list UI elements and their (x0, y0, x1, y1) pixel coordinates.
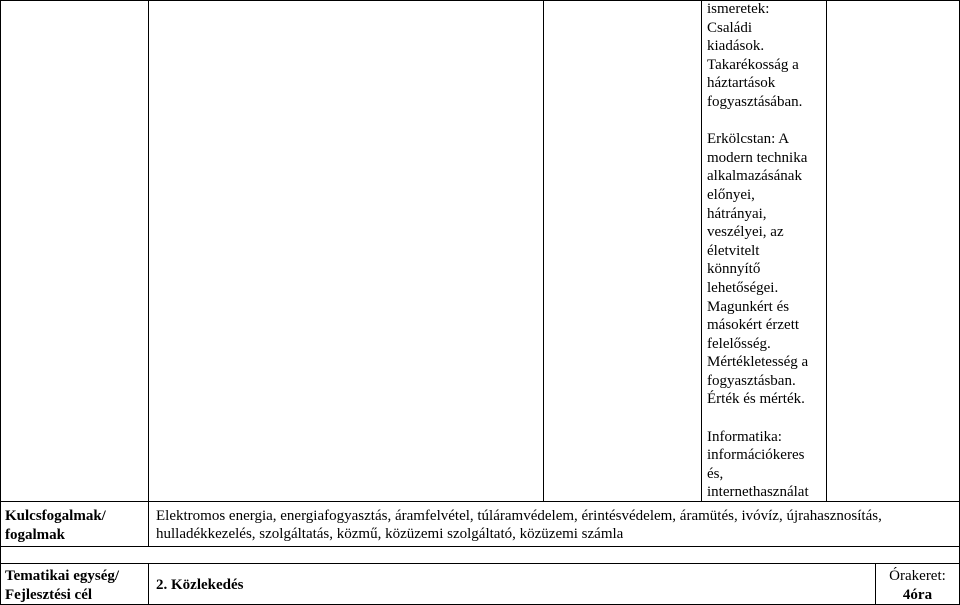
connection-line: Takarékosság a (707, 56, 799, 73)
connection-line: fogyasztásában. (707, 93, 803, 110)
row-divider-2 (0, 546, 960, 547)
hours-cell (876, 567, 959, 605)
ethics-line: másokért érzett (707, 317, 800, 334)
col-divider-3 (701, 0, 702, 501)
connection-line: Családi (707, 19, 752, 36)
key-concepts-divider (148, 501, 149, 546)
ethics-line: lehetőségei. (707, 279, 779, 296)
col-divider-4 (826, 0, 827, 501)
connection-line: kiadások. (707, 38, 765, 55)
it-line: internethasználat (707, 484, 809, 501)
connection-line: háztartások (707, 75, 776, 92)
left-border (0, 0, 1, 605)
ethics-line: veszélyei, az (707, 224, 784, 241)
ethics-line: modern technika (707, 149, 808, 166)
ethics-line: felelősség. (707, 335, 771, 352)
key-concepts-label: Kulcsfogalmak/ fogalmak (5, 508, 106, 543)
ethics-line: Mértékletesség a (707, 354, 809, 371)
thematic-unit-label: Tematikai egység/ Fejlesztési cél (5, 568, 120, 603)
ethics-line: könnyítő (707, 261, 761, 278)
row-divider-1 (0, 501, 960, 502)
it-line: és, (707, 465, 724, 482)
it-line: információkeres (707, 447, 805, 464)
ethics-line: Magunkért és (707, 298, 790, 315)
ethics-first-rest: A (775, 131, 790, 148)
ethics-line: hátrányai, (707, 205, 767, 222)
hours-value: 4óra (902, 587, 933, 603)
col-divider-1 (148, 0, 149, 501)
col-divider-2 (543, 0, 544, 501)
it-line: Informatika: (707, 428, 782, 445)
ethics-label: Erkölcstan: (707, 131, 776, 148)
ethics-line: előnyei, (707, 186, 755, 203)
thematic-divider-1 (148, 563, 149, 605)
ethics-line: Érték és mérték. (707, 391, 805, 408)
ethics-line: életvitelt (707, 242, 760, 259)
ethics-first-line (707, 130, 809, 149)
thematic-unit-title: 2. Közlekedés (156, 577, 244, 593)
ethics-line: alkalmazásának (707, 168, 802, 185)
key-concepts-text: Elektromos energia, energiafogyasztás, áramfelvétel, túláramvédelem, érintésvédelem, áramütés, ivóvíz, újrahasznosítás, hulladékkezelés, szolgáltatás, közmű, közüzemi szolgáltató, közüzemi számla (156, 508, 882, 542)
top-border (0, 0, 960, 1)
connections-cell (707, 0, 809, 502)
hours-label: Órakeret: (889, 568, 946, 584)
connection-line: ismeretek: (707, 1, 770, 17)
ethics-line: fogyasztásban. (707, 372, 796, 389)
row-divider-3 (0, 563, 960, 564)
